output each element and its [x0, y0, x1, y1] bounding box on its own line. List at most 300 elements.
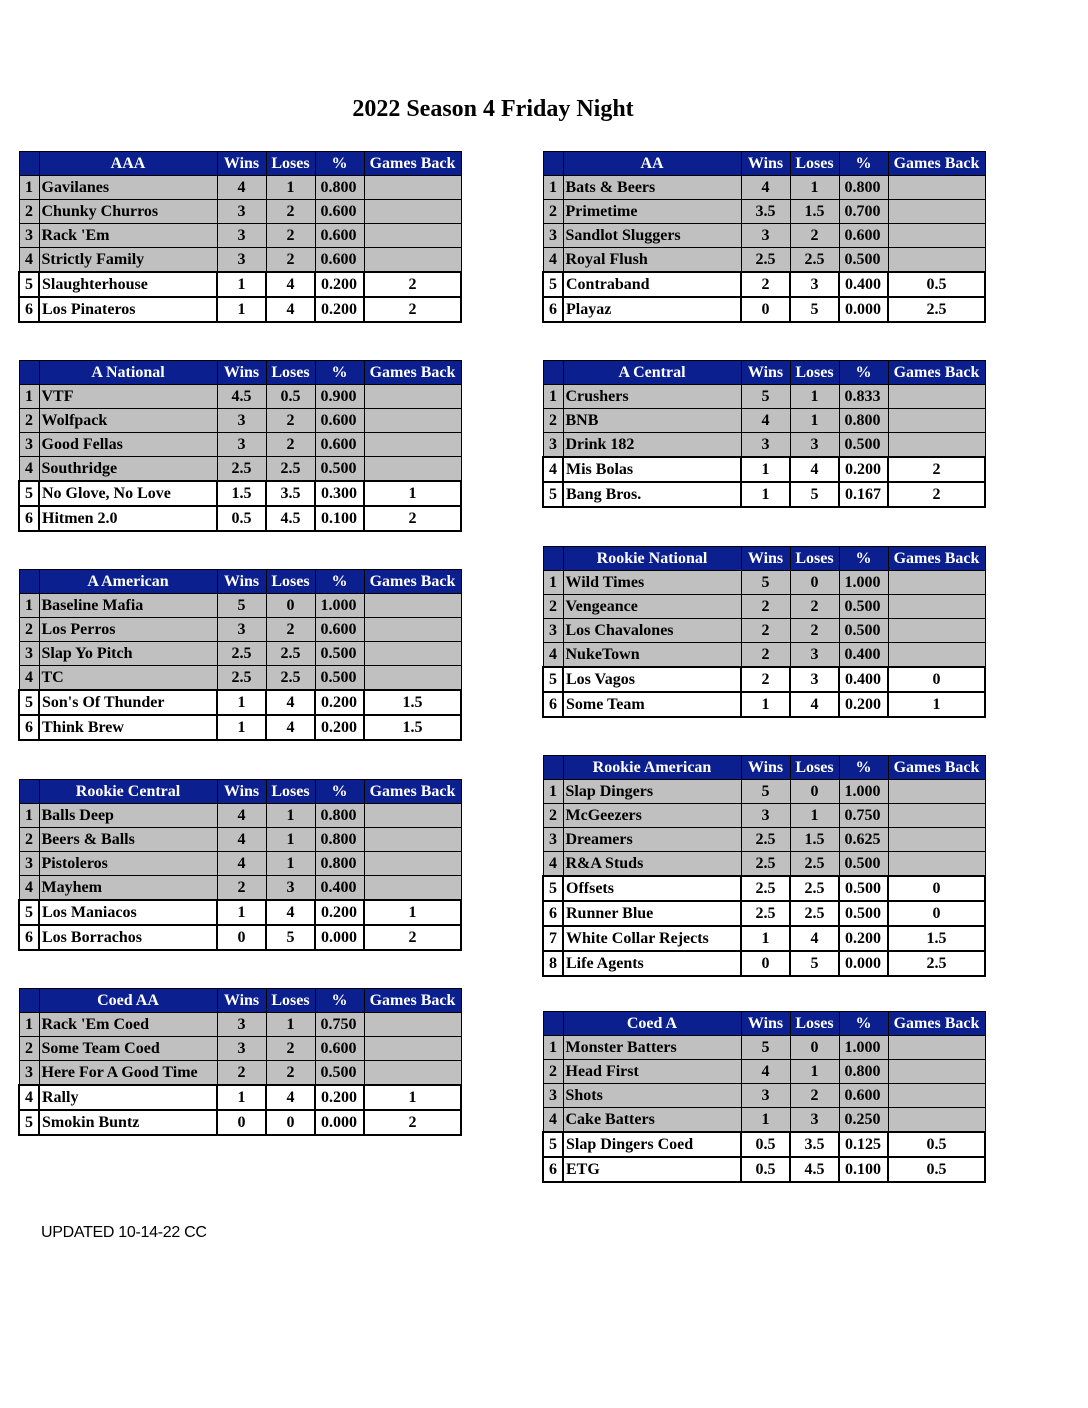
header-row [19, 780, 461, 804]
team-rank: 5 [19, 690, 39, 715]
team-games-back [364, 409, 461, 433]
team-wins: 4 [741, 176, 790, 200]
team-wins: 2 [741, 667, 790, 692]
team-games-back: 0.5 [888, 1157, 985, 1182]
wins-header: Wins [217, 361, 266, 385]
team-name: Cake Batters [563, 1108, 741, 1133]
team-name: Gavilanes [39, 176, 217, 200]
team-wins: 2.5 [217, 457, 266, 482]
loses-header: Loses [790, 547, 839, 571]
team-name: Runner Blue [563, 901, 741, 926]
team-name: Los Maniacos [39, 900, 217, 925]
team-name: Hitmen 2.0 [39, 506, 217, 531]
team-pct: 0.200 [839, 926, 888, 951]
team-name: Wolfpack [39, 409, 217, 433]
team-wins: 2.5 [741, 248, 790, 273]
team-loses: 2 [266, 248, 315, 273]
team-row [19, 925, 461, 950]
division-name: Coed AA [39, 989, 217, 1013]
header-row [19, 152, 461, 176]
team-games-back: 2 [888, 457, 985, 482]
team-wins: 5 [741, 780, 790, 804]
pct-header: % [839, 361, 888, 385]
team-name: No Glove, No Love [39, 481, 217, 506]
rank-header [19, 152, 39, 176]
team-games-back: 2 [364, 506, 461, 531]
team-games-back [364, 828, 461, 852]
team-rank: 7 [543, 926, 563, 951]
team-loses: 0 [790, 571, 839, 595]
team-pct: 0.100 [839, 1157, 888, 1182]
team-name: Playaz [563, 297, 741, 322]
team-games-back: 0 [888, 667, 985, 692]
team-games-back: 1.5 [888, 926, 985, 951]
rank-header [543, 1012, 563, 1036]
team-wins: 0 [217, 925, 266, 950]
team-pct: 0.200 [315, 272, 364, 297]
team-games-back [364, 876, 461, 901]
team-wins: 2 [741, 619, 790, 643]
team-rank: 4 [19, 1085, 39, 1110]
team-name: R&A Studs [563, 852, 741, 877]
team-name: Head First [563, 1060, 741, 1084]
team-row [19, 618, 461, 642]
wins-header: Wins [217, 152, 266, 176]
team-loses: 1 [790, 1060, 839, 1084]
team-pct: 0.400 [315, 876, 364, 901]
team-row [19, 200, 461, 224]
team-name: NukeTown [563, 643, 741, 668]
team-loses: 4 [266, 715, 315, 740]
standings-table-a-american [18, 569, 462, 741]
team-loses: 4 [790, 692, 839, 717]
team-rank: 3 [543, 619, 563, 643]
team-rank: 6 [19, 925, 39, 950]
team-rank: 1 [19, 1013, 39, 1037]
team-games-back [888, 1084, 985, 1108]
team-loses: 4 [266, 900, 315, 925]
team-pct: 0.625 [839, 828, 888, 852]
team-pct: 0.200 [315, 715, 364, 740]
team-name: Life Agents [563, 951, 741, 976]
team-games-back: 0.5 [888, 1132, 985, 1157]
team-row [19, 433, 461, 457]
division-name: AA [563, 152, 741, 176]
team-wins: 2 [741, 643, 790, 668]
team-rank: 2 [19, 828, 39, 852]
team-loses: 3 [790, 667, 839, 692]
team-row [19, 828, 461, 852]
team-pct: 0.100 [315, 506, 364, 531]
team-row [543, 828, 985, 852]
team-rank: 1 [19, 176, 39, 200]
team-pct: 0.200 [315, 297, 364, 322]
team-wins: 0 [741, 951, 790, 976]
team-name: Los Perros [39, 618, 217, 642]
team-games-back [888, 1060, 985, 1084]
team-loses: 1 [266, 176, 315, 200]
team-loses: 2.5 [790, 876, 839, 901]
team-name: Monster Batters [563, 1036, 741, 1060]
team-row [543, 482, 985, 507]
team-wins: 4 [741, 1060, 790, 1084]
team-loses: 2.5 [790, 901, 839, 926]
standings-table-coed-aa [18, 988, 462, 1136]
team-rank: 6 [543, 901, 563, 926]
team-loses: 4 [790, 926, 839, 951]
team-rank: 3 [543, 224, 563, 248]
team-row [543, 804, 985, 828]
team-name: Chunky Churros [39, 200, 217, 224]
team-row [19, 690, 461, 715]
team-games-back [364, 1037, 461, 1061]
team-row [19, 1037, 461, 1061]
team-games-back: 0 [888, 876, 985, 901]
team-row [19, 1110, 461, 1135]
team-rank: 1 [543, 176, 563, 200]
team-row [543, 667, 985, 692]
team-rank: 3 [19, 642, 39, 666]
team-row [543, 780, 985, 804]
standings-table-aaa [18, 151, 462, 323]
team-row [543, 643, 985, 668]
team-wins: 3 [741, 1084, 790, 1108]
team-games-back [364, 248, 461, 273]
team-row [19, 1085, 461, 1110]
team-games-back [364, 666, 461, 691]
team-loses: 1 [790, 385, 839, 409]
team-games-back [888, 224, 985, 248]
team-rank: 6 [19, 506, 39, 531]
team-games-back [888, 1108, 985, 1133]
team-pct: 0.500 [839, 595, 888, 619]
team-rank: 2 [543, 1060, 563, 1084]
team-row [543, 1132, 985, 1157]
team-rank: 5 [543, 272, 563, 297]
team-loses: 2 [266, 1037, 315, 1061]
team-wins: 1 [741, 1108, 790, 1133]
team-name: ETG [563, 1157, 741, 1182]
games-back-header: Games Back [364, 361, 461, 385]
team-games-back [364, 200, 461, 224]
team-loses: 3.5 [790, 1132, 839, 1157]
team-pct: 0.500 [315, 666, 364, 691]
team-loses: 0 [266, 1110, 315, 1135]
team-name: Shots [563, 1084, 741, 1108]
team-rank: 5 [543, 667, 563, 692]
team-row [543, 1108, 985, 1133]
team-name: Slaughterhouse [39, 272, 217, 297]
team-games-back [364, 224, 461, 248]
rank-header [543, 756, 563, 780]
division-name: A Central [563, 361, 741, 385]
pct-header: % [839, 1012, 888, 1036]
team-loses: 0 [790, 1036, 839, 1060]
team-rank: 4 [543, 457, 563, 482]
team-name: Son's Of Thunder [39, 690, 217, 715]
team-loses: 3 [790, 272, 839, 297]
team-rank: 3 [19, 852, 39, 876]
team-pct: 0.000 [315, 925, 364, 950]
games-back-header: Games Back [364, 989, 461, 1013]
team-pct: 0.800 [315, 176, 364, 200]
team-row [543, 619, 985, 643]
team-loses: 1 [266, 1013, 315, 1037]
team-games-back [888, 200, 985, 224]
team-rank: 6 [19, 297, 39, 322]
pct-header: % [315, 152, 364, 176]
team-loses: 2 [790, 224, 839, 248]
team-row [19, 297, 461, 322]
team-row [543, 457, 985, 482]
team-loses: 3 [790, 643, 839, 668]
team-row [19, 248, 461, 273]
team-loses: 2 [266, 409, 315, 433]
team-row [19, 666, 461, 691]
team-row [543, 926, 985, 951]
team-loses: 5 [790, 951, 839, 976]
team-row [19, 852, 461, 876]
team-row [543, 1157, 985, 1182]
team-row [19, 594, 461, 618]
wins-header: Wins [741, 361, 790, 385]
team-loses: 5 [790, 482, 839, 507]
team-loses: 2 [790, 1084, 839, 1108]
team-wins: 4 [741, 409, 790, 433]
team-rank: 1 [19, 804, 39, 828]
wins-header: Wins [217, 989, 266, 1013]
team-rank: 4 [543, 852, 563, 877]
team-wins: 3 [217, 1037, 266, 1061]
team-pct: 0.900 [315, 385, 364, 409]
wins-header: Wins [217, 780, 266, 804]
team-loses: 1 [266, 852, 315, 876]
team-wins: 0.5 [217, 506, 266, 531]
team-games-back [364, 176, 461, 200]
team-games-back [364, 594, 461, 618]
division-name: Rookie National [563, 547, 741, 571]
updated-note: UPDATED 10-14-22 CC [41, 1224, 207, 1241]
team-pct: 0.000 [839, 951, 888, 976]
team-row [19, 224, 461, 248]
standings-table-aa [542, 151, 986, 323]
team-name: Bats & Beers [563, 176, 741, 200]
division-name: Rookie Central [39, 780, 217, 804]
team-loses: 2.5 [266, 457, 315, 482]
team-rank: 4 [19, 666, 39, 691]
team-rank: 2 [543, 409, 563, 433]
standings-table-coed-a [542, 1011, 986, 1183]
team-name: TC [39, 666, 217, 691]
team-wins: 1 [741, 457, 790, 482]
team-pct: 1.000 [839, 571, 888, 595]
team-rank: 2 [543, 595, 563, 619]
team-name: Royal Flush [563, 248, 741, 273]
team-name: Think Brew [39, 715, 217, 740]
team-pct: 0.200 [839, 457, 888, 482]
team-wins: 0 [741, 297, 790, 322]
team-pct: 0.200 [315, 1085, 364, 1110]
team-name: Balls Deep [39, 804, 217, 828]
team-pct: 0.600 [315, 618, 364, 642]
team-wins: 3 [217, 433, 266, 457]
pct-header: % [315, 989, 364, 1013]
team-loses: 4 [266, 272, 315, 297]
team-wins: 3 [217, 224, 266, 248]
wins-header: Wins [217, 570, 266, 594]
team-name: Dreamers [563, 828, 741, 852]
rank-header [543, 361, 563, 385]
team-loses: 2.5 [266, 642, 315, 666]
team-name: McGeezers [563, 804, 741, 828]
team-pct: 0.600 [839, 1084, 888, 1108]
team-games-back [888, 176, 985, 200]
team-rank: 2 [19, 200, 39, 224]
standings-table-rookie-national [542, 546, 986, 718]
team-loses: 1.5 [790, 828, 839, 852]
team-name: Los Pinateros [39, 297, 217, 322]
team-name: Smokin Buntz [39, 1110, 217, 1135]
team-wins: 4 [217, 804, 266, 828]
team-wins: 1 [217, 690, 266, 715]
team-pct: 0.600 [315, 1037, 364, 1061]
rank-header [543, 152, 563, 176]
team-rank: 5 [19, 481, 39, 506]
team-games-back: 2 [364, 925, 461, 950]
team-rank: 3 [543, 1084, 563, 1108]
team-wins: 3 [741, 433, 790, 458]
rank-header [19, 780, 39, 804]
loses-header: Loses [266, 361, 315, 385]
team-games-back [888, 385, 985, 409]
team-name: Mis Bolas [563, 457, 741, 482]
team-name: BNB [563, 409, 741, 433]
team-loses: 5 [790, 297, 839, 322]
team-wins: 3 [217, 618, 266, 642]
team-games-back [364, 385, 461, 409]
team-row [543, 433, 985, 458]
team-games-back: 2 [364, 297, 461, 322]
team-wins: 1 [217, 1085, 266, 1110]
team-name: Drink 182 [563, 433, 741, 458]
team-rank: 2 [19, 1037, 39, 1061]
team-loses: 3 [790, 1108, 839, 1133]
team-rank: 6 [19, 715, 39, 740]
team-row [19, 272, 461, 297]
team-name: Beers & Balls [39, 828, 217, 852]
pct-header: % [315, 780, 364, 804]
team-loses: 1.5 [790, 200, 839, 224]
team-name: Los Vagos [563, 667, 741, 692]
team-name: Rally [39, 1085, 217, 1110]
rank-header [543, 547, 563, 571]
pct-header: % [839, 547, 888, 571]
team-pct: 0.500 [839, 876, 888, 901]
team-pct: 0.400 [839, 272, 888, 297]
team-rank: 6 [543, 1157, 563, 1182]
team-row [543, 876, 985, 901]
team-row [19, 900, 461, 925]
team-games-back [888, 780, 985, 804]
team-pct: 0.800 [839, 1060, 888, 1084]
team-pct: 0.250 [839, 1108, 888, 1133]
header-row [543, 756, 985, 780]
rank-header [19, 570, 39, 594]
team-rank: 5 [543, 876, 563, 901]
wins-header: Wins [741, 547, 790, 571]
team-wins: 0.5 [741, 1157, 790, 1182]
team-wins: 2.5 [741, 876, 790, 901]
team-games-back: 2.5 [888, 951, 985, 976]
team-games-back [888, 643, 985, 668]
team-rank: 6 [543, 297, 563, 322]
team-games-back: 1 [364, 1085, 461, 1110]
team-row [19, 385, 461, 409]
team-rank: 4 [543, 1108, 563, 1133]
team-rank: 5 [543, 482, 563, 507]
team-pct: 0.300 [315, 481, 364, 506]
team-games-back: 1 [364, 481, 461, 506]
team-rank: 2 [19, 409, 39, 433]
division-name: A National [39, 361, 217, 385]
team-games-back [364, 1061, 461, 1086]
loses-header: Loses [266, 570, 315, 594]
team-pct: 0.200 [839, 692, 888, 717]
team-rank: 1 [543, 780, 563, 804]
team-rank: 4 [543, 643, 563, 668]
standings-table-a-central [542, 360, 986, 508]
team-wins: 1 [217, 900, 266, 925]
team-games-back: 2 [364, 272, 461, 297]
team-loses: 2.5 [266, 666, 315, 691]
team-name: Vengeance [563, 595, 741, 619]
team-row [543, 595, 985, 619]
team-pct: 0.700 [839, 200, 888, 224]
team-wins: 2.5 [741, 828, 790, 852]
team-pct: 0.500 [315, 642, 364, 666]
team-rank: 5 [19, 900, 39, 925]
team-name: Some Team [563, 692, 741, 717]
team-games-back [888, 1036, 985, 1060]
team-pct: 0.800 [315, 828, 364, 852]
header-row [543, 1012, 985, 1036]
loses-header: Loses [266, 989, 315, 1013]
division-name: AAA [39, 152, 217, 176]
team-row [543, 409, 985, 433]
standings-table-rookie-american [542, 755, 986, 977]
team-name: Los Chavalones [563, 619, 741, 643]
team-games-back [888, 595, 985, 619]
team-games-back: 2 [888, 482, 985, 507]
team-row [19, 804, 461, 828]
team-name: Offsets [563, 876, 741, 901]
team-row [19, 457, 461, 482]
team-rank: 1 [543, 571, 563, 595]
wins-header: Wins [741, 756, 790, 780]
team-rank: 1 [19, 594, 39, 618]
team-wins: 0 [217, 1110, 266, 1135]
team-name: Mayhem [39, 876, 217, 901]
games-back-header: Games Back [888, 152, 985, 176]
team-pct: 0.500 [839, 619, 888, 643]
team-wins: 4 [217, 852, 266, 876]
division-name: A American [39, 570, 217, 594]
team-row [543, 248, 985, 273]
team-loses: 2.5 [790, 852, 839, 877]
rank-header [19, 989, 39, 1013]
team-loses: 0.5 [266, 385, 315, 409]
team-wins: 1 [217, 272, 266, 297]
